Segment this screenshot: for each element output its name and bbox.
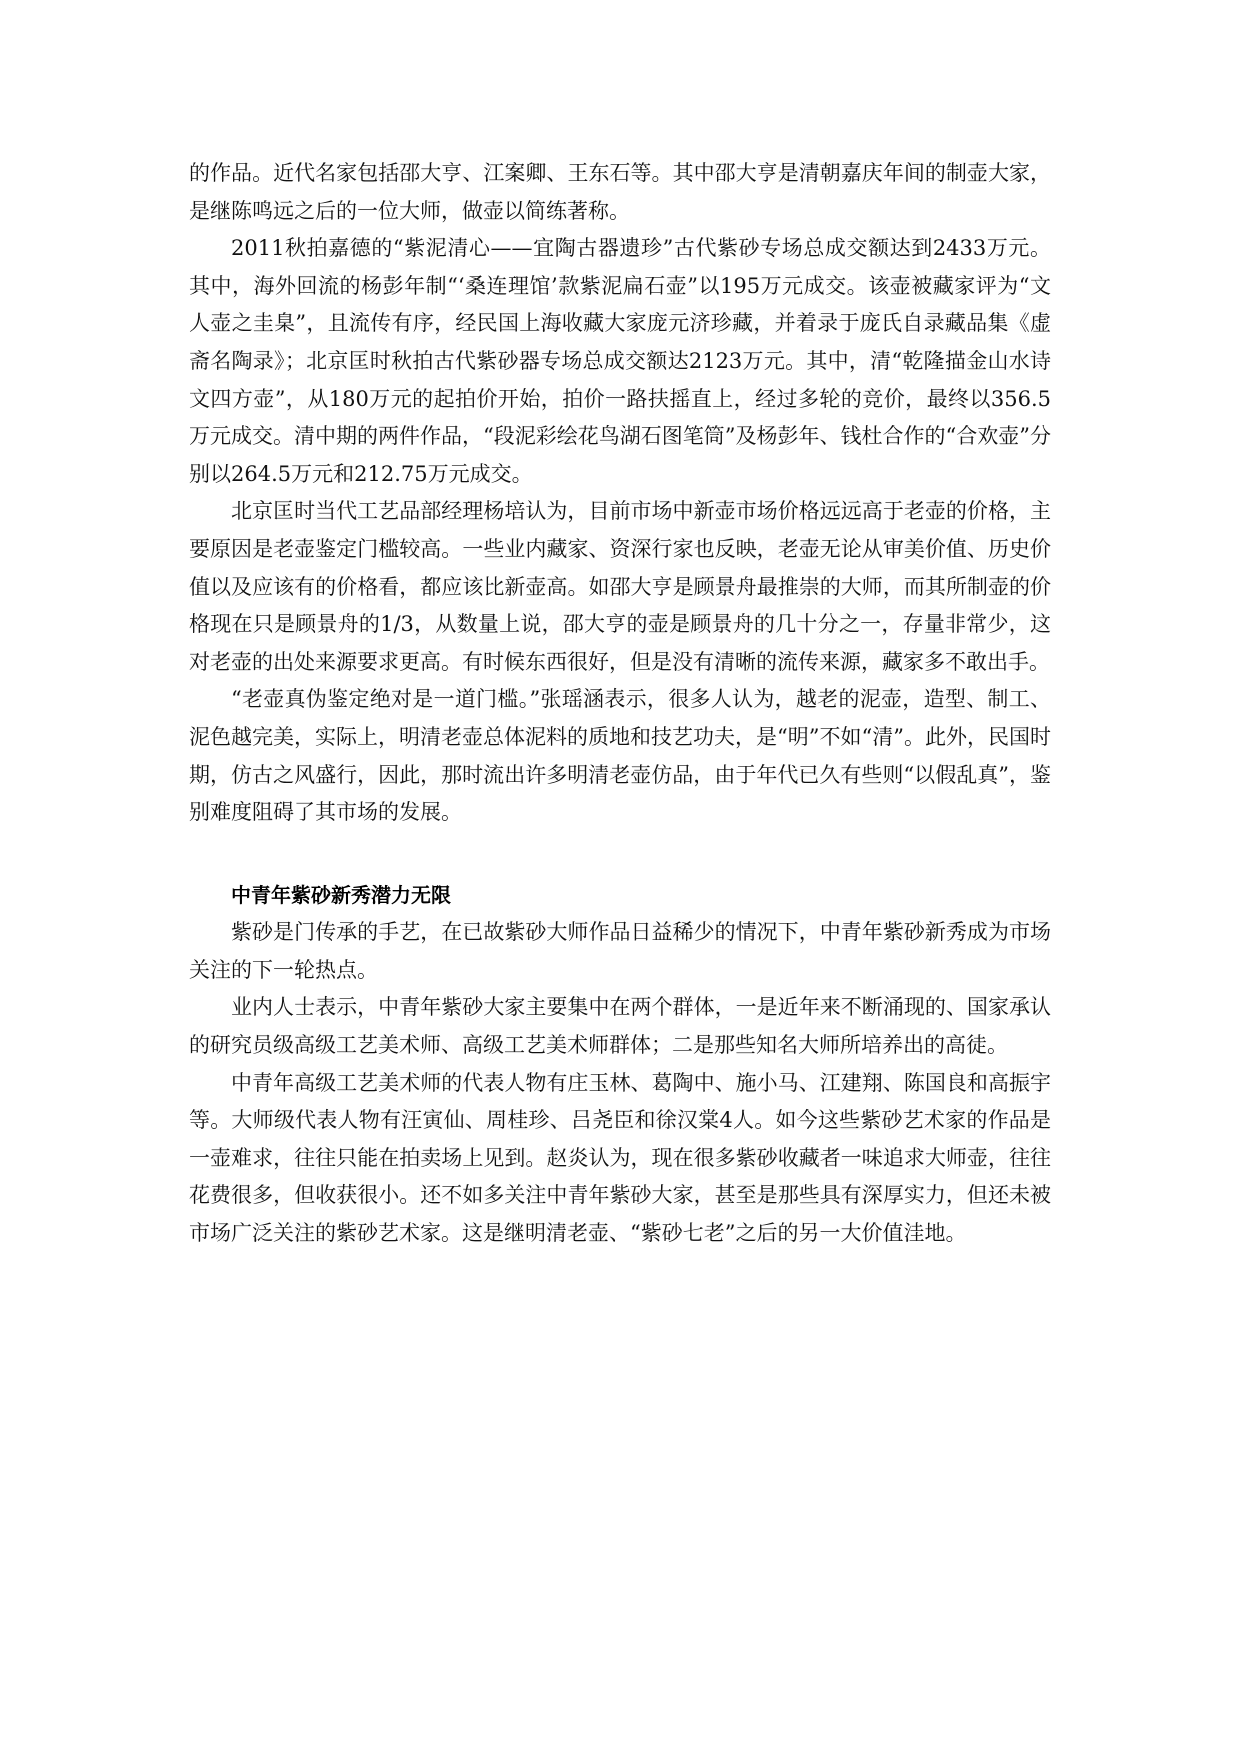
paragraph-two-groups: 业内人士表示，中青年紫砂大家主要集中在两个群体，一是近年来不断涌现的、国家承认的研究员级高级工艺美术师、高级工艺美术师群体；二是那些知名大师所培养出的高徒。 [189,995,1051,1058]
paragraph-market-price: 北京匡时当代工艺品部经理杨培认为，目前市场中新壶市场价格远远高于老壶的价格，主要原因是老壶鉴定门槛较高。一些业内藏家、资深行家也反映，老壶无论从审美价值、历史价值以及应该有的价格看，都应该比新壶高。如邵大亨是顾景舟最推崇的大师，而其所制壶的价格现在只是顾景舟的1/3，从数量上说，邵大亨的壶是顾景舟的几十分之一，存量非常少，这对老壶的出处来源要求更高。有时候东西很好，但是没有清晰的流传来源，藏家多不敢出手。 [189,499,1051,674]
paragraph-continuation: 的作品。近代名家包括邵大亨、江案卿、王东石等。其中邵大亨是清朝嘉庆年间的制壶大家，是继陈鸣远之后的一位大师，做壶以简练著称。 [189,161,1051,223]
paragraph-authentication: “老壶真伪鉴定绝对是一道门槛。”张瑶涵表示，很多人认为，越老的泥壶，造型、制工、泥色越完美，实际上，明清老壶总体泥料的质地和技艺功夫，是“明”不如“清”。此外，民国时期，仿古之风盛行，因此，那时流出许多明清老壶仿品，由于年代已久有些则“以假乱真”，鉴别难度阻碍了其市场的发展。 [189,687,1051,825]
section-heading: 中青年紫砂新秀潜力无限 [231,882,451,907]
document-page [189,155,1051,1253]
paragraph-new-talent: 紫砂是门传承的手艺，在已故紫砂大师作品日益稀少的情况下，中青年紫砂新秀成为市场关注的下一轮热点。 [189,920,1051,982]
paragraph-autumn-auction: 2011秋拍嘉德的“紫泥清心——宜陶古器遗珍”古代紫砂专场总成交额达到2433万元。其中，海外回流的杨彭年制“‘桑连理馆’款紫泥扁石壶”以195万元成交。该壶被藏家评为“文人壶之圭臬”，且流传有序，经民国上海收藏大家庞元济珍藏，并着录于庞氏自录藏品集《虚斋名陶录》；北京匡时秋拍古代紫砂器专场总成交额达2123万元。其中，清“乾隆描金山水诗文四方壶”，从180万元的起拍价开始，拍价一路扶摇直上，经过多轮的竞价，最终以356.5万元成交。清中期的两件作品，“段泥彩绘花鸟湖石图笔筒”及杨彭年、钱杜合作的“合欢壶”分别以264.5万元和212.75万元成交。 [189,236,1051,486]
paragraph-representatives: 中青年高级工艺美术师的代表人物有庄玉林、葛陶中、施小马、江建翔、陈国良和高振宇等。大师级代表人物有汪寅仙、周桂珍、吕尧臣和徐汉棠4人。如今这些紫砂艺术家的作品是一壶难求，往往只能在拍卖场上见到。赵炎认为，现在很多紫砂收藏者一味追求大师壶，往往花费很多，但收获很小。还不如多关注中青年紫砂大家，甚至是那些具有深厚实力，但还未被市场广泛关注的紫砂艺术家。这是继明清老壶、“紫砂七老”之后的另一大价值洼地。 [189,1070,1051,1246]
